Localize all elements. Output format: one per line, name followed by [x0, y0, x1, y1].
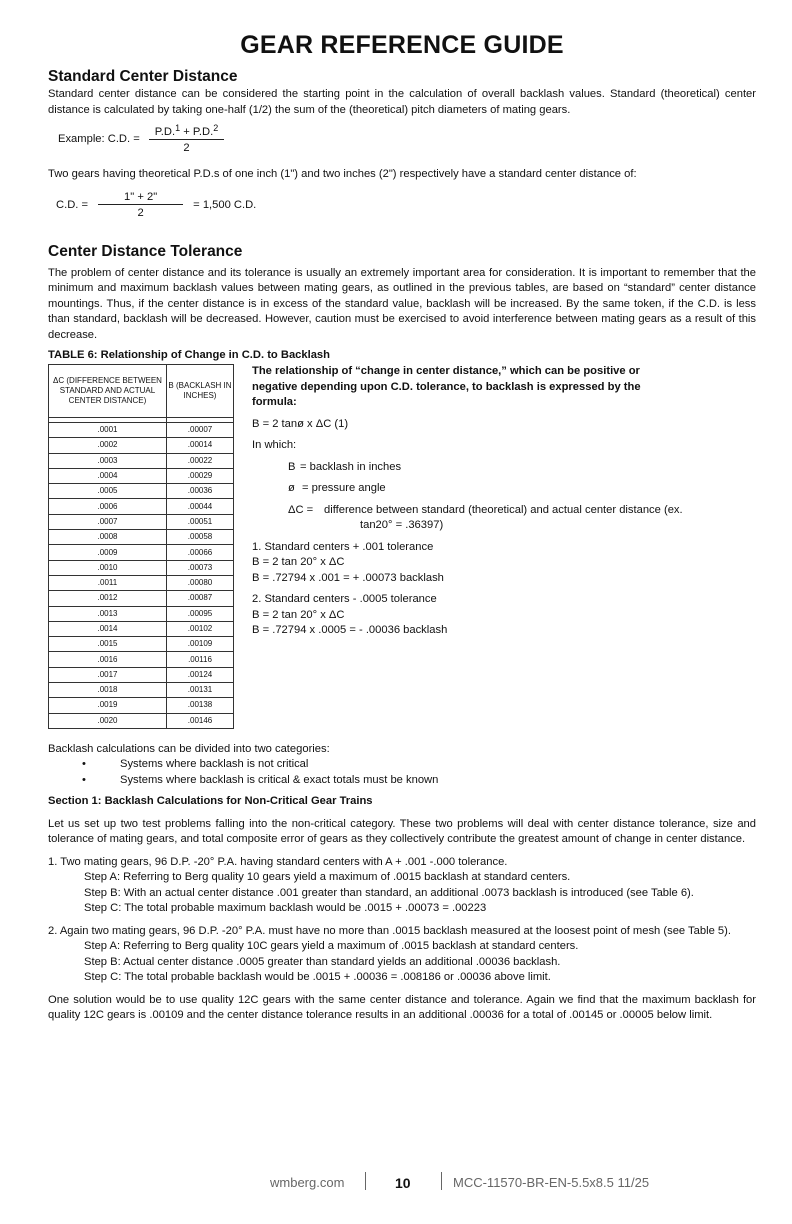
table-caption: TABLE 6: Relationship of Change in C.D. to Backlash — [48, 349, 330, 361]
list-item-text: Systems where backlash is not critical — [120, 758, 309, 771]
cell-backlash: .00058 — [167, 530, 234, 545]
cell-delta-c: .0009 — [49, 545, 167, 560]
section-1-heading: Section 1: Backlash Calculations for Non-Critical Gear Trains — [48, 795, 373, 808]
cell-backlash: .00029 — [167, 468, 234, 483]
table-row — [49, 637, 234, 652]
example-1-title: 1. Standard centers + .001 tolerance — [252, 540, 434, 553]
def-key: ΔC = — [288, 503, 314, 516]
col-header-backlash: B (BACKLASH IN INCHES) — [167, 365, 234, 418]
table-body — [49, 423, 234, 729]
cell-backlash: .00138 — [167, 698, 234, 713]
cell-delta-c: .0012 — [49, 591, 167, 606]
paragraph: The problem of center distance and its tolerance is usually an extremely important area for consideration. It is important to remember that the minimum and maximum backlash values between mating gears, as outlined in the previous tables, are based on “standard” center distance mountings. Thus, if the center distance is in excess of the standard value, backlash will be increased. By the same token, if the C.D. is less than standard, backlash will be decreased. However, caution must be exercised to avoid interference between mating gears as a result of this decrease. — [48, 266, 756, 341]
example-formula — [58, 123, 756, 154]
page-number: 10 — [395, 1175, 411, 1191]
cell-delta-c: .0005 — [49, 484, 167, 499]
table-row — [49, 468, 234, 483]
denominator: 2 — [137, 206, 144, 219]
cell-delta-c: .0004 — [49, 468, 167, 483]
step: Step B: With an actual center distance .001 greater than standard, an additional .0073 backlash is introduced (see Table 6). — [84, 886, 694, 899]
cell-delta-c: .0010 — [49, 560, 167, 575]
step: Step C: The total probable backlash would be .0015 + .00036 = .008186 or .00036 above limit. — [84, 971, 551, 984]
list-item — [48, 773, 756, 789]
pd-text: + P.D. — [180, 126, 214, 138]
table-row — [49, 575, 234, 590]
cell-backlash: .00109 — [167, 637, 234, 652]
def-key: B — [288, 460, 296, 473]
heading-center-distance-tolerance: Center Distance Tolerance — [48, 242, 243, 260]
problem-2-steps — [84, 939, 756, 986]
sup: 1 — [175, 123, 181, 133]
table-row — [49, 652, 234, 667]
formula: B = 2 tanø x ΔC (1) — [252, 417, 349, 430]
cell-delta-c: .0017 — [49, 667, 167, 682]
definition — [288, 481, 700, 497]
fraction — [98, 191, 183, 219]
sup: 2 — [213, 123, 219, 133]
problem-2: 2. Again two mating gears, 96 D.P. -20° P.A. must have no more than .0015 backlash measured at the loosest point of mesh (see Table 5). — [48, 924, 731, 937]
formula-intro: The relationship of “change in center distance,” which can be positive or negative depending upon C.D. tolerance, to backlash is expressed by the formula: — [252, 365, 641, 408]
table-row — [49, 438, 234, 453]
paragraph: Backlash calculations can be divided into two categories: — [48, 742, 330, 755]
problem-1: 1. Two mating gears, 96 D.P. -20° P.A. having standard centers with A + .001 -.000 tolerance. — [48, 855, 508, 868]
cell-backlash: .00073 — [167, 560, 234, 575]
table-row — [49, 621, 234, 636]
table-row — [49, 606, 234, 621]
cell-backlash: .00131 — [167, 683, 234, 698]
heading-standard-center-distance: Standard Center Distance — [48, 68, 238, 85]
cell-delta-c: .0006 — [49, 499, 167, 514]
bullet-list — [48, 757, 756, 788]
definition — [288, 460, 700, 476]
cell-backlash: .00095 — [167, 606, 234, 621]
bullet-icon: • — [82, 758, 86, 771]
cell-backlash: .00036 — [167, 484, 234, 499]
definition — [288, 503, 700, 534]
cell-backlash: .00044 — [167, 499, 234, 514]
denominator: 2 — [183, 142, 190, 154]
example-1-line: B = 2 tan 20° x ΔC — [252, 556, 345, 568]
cell-delta-c: .0016 — [49, 652, 167, 667]
cell-delta-c: .0015 — [49, 637, 167, 652]
problem-1-steps — [84, 870, 756, 917]
cell-delta-c: .0001 — [49, 423, 167, 438]
doc-code: MCC-11570-BR-EN-5.5x8.5 11/25 — [453, 1175, 650, 1190]
table-row — [49, 667, 234, 682]
table-row — [49, 560, 234, 575]
table-row — [49, 545, 234, 560]
cell-delta-c: .0019 — [49, 698, 167, 713]
table-row — [49, 453, 234, 468]
cell-delta-c: .0013 — [49, 606, 167, 621]
cell-backlash: .00102 — [167, 621, 234, 636]
paragraph: One solution would be to use quality 12C gears with the same center distance and tolerance. Again we find that the maximum backlash for quality 12C gears is .00109 and the center distance tolerance results in an additional .00036 for a total of .00145 or .00005 below limit. — [48, 993, 756, 1022]
cell-backlash: .00051 — [167, 514, 234, 529]
paragraph: Two gears having theoretical P.D.s of one inch (1") and two inches (2") respectively have a standard center distance of: — [48, 168, 637, 180]
page-title: GEAR REFERENCE GUIDE — [240, 31, 564, 59]
cell-backlash: .00124 — [167, 667, 234, 682]
example-1-line: B = .72794 x .001 = + .00073 backlash — [252, 571, 444, 584]
table-row — [49, 591, 234, 606]
table-row — [49, 698, 234, 713]
numerator — [149, 123, 224, 140]
example-2-line: B = 2 tan 20° x ΔC — [252, 608, 345, 621]
cell-delta-c: .0008 — [49, 530, 167, 545]
table-row — [49, 683, 234, 698]
footer-site: wmberg.com — [270, 1175, 345, 1190]
paragraph: Standard center distance can be considered the starting point in the calculation of overall backlash values. Standard (theoretical) center distance is calculated by taking one-half (1/2) the sum of the (theoretical) pitch diameters of mating gears. — [48, 88, 756, 116]
cell-backlash: .00146 — [167, 713, 234, 728]
cell-backlash: .00022 — [167, 453, 234, 468]
fraction — [149, 123, 224, 154]
example-2-line: B = .72794 x .0005 = - .00036 backlash — [252, 624, 448, 636]
pd-text: P.D. — [154, 126, 176, 138]
col-header-delta-c: ΔC (DIFFERENCE BETWEEN STANDARD AND ACTUAL CENTER DISTANCE) — [49, 365, 167, 418]
step: Step A: Referring to Berg quality 10 gears yield a maximum of .0015 backlash at standard centers. — [84, 871, 571, 884]
example-2-title: 2. Standard centers - .0005 tolerance — [252, 593, 437, 605]
cell-backlash: .00007 — [167, 423, 234, 438]
table-row — [49, 514, 234, 529]
step: Step C: The total probable maximum backlash would be .0015 + .00073 = .00223 — [84, 902, 487, 915]
divider — [441, 1172, 442, 1190]
table-row — [49, 484, 234, 499]
formula-block — [252, 364, 700, 729]
step: Step A: Referring to Berg quality 10C gears yield a maximum of .0015 backlash at standard centers. — [84, 940, 579, 953]
cell-backlash: .00116 — [167, 652, 234, 667]
page — [48, 30, 756, 1024]
list-item — [48, 757, 756, 773]
def-key: ø — [288, 482, 295, 494]
def-value: difference between standard (theoretical) and actual center distance (ex. tan20° = .36397) — [324, 503, 683, 531]
cd-formula — [56, 191, 756, 219]
cell-delta-c: .0003 — [49, 453, 167, 468]
paragraph: Let us set up two test problems falling into the non-critical category. These two problems will deal with center distance tolerance, size and tolerance of mating gears, and total composite error of gears as they collectively contribute the greatest amount of change in center distance. — [48, 817, 756, 846]
table-row — [49, 423, 234, 438]
table-row — [49, 713, 234, 728]
bullet-icon: • — [82, 773, 86, 786]
cell-backlash: .00080 — [167, 575, 234, 590]
table-6 — [48, 364, 234, 729]
def-value: = backlash in inches — [300, 460, 402, 473]
divider — [365, 1172, 366, 1190]
cell-delta-c: .0011 — [49, 575, 167, 590]
in-which: In which: — [252, 439, 297, 451]
table-row — [49, 530, 234, 545]
table-section — [48, 364, 756, 729]
table-row — [49, 499, 234, 514]
cd-result: = 1,500 C.D. — [193, 198, 257, 211]
step: Step B: Actual center distance .0005 greater than standard yields an additional .00036 backlash. — [84, 955, 561, 968]
cell-backlash: .00087 — [167, 591, 234, 606]
example-label: Example: C.D. = — [58, 132, 140, 145]
cell-delta-c: .0018 — [49, 683, 167, 698]
cell-backlash: .00066 — [167, 545, 234, 560]
cell-delta-c: .0014 — [49, 621, 167, 636]
cell-backlash: .00014 — [167, 438, 234, 453]
cell-delta-c: .0007 — [49, 514, 167, 529]
def-value: = pressure angle — [302, 482, 386, 494]
cell-delta-c: .0020 — [49, 713, 167, 728]
numerator: 1" + 2" — [98, 191, 183, 205]
cell-delta-c: .0002 — [49, 438, 167, 453]
cd-label: C.D. = — [56, 198, 89, 211]
list-item-text: Systems where backlash is critical & exact totals must be known — [120, 773, 439, 786]
